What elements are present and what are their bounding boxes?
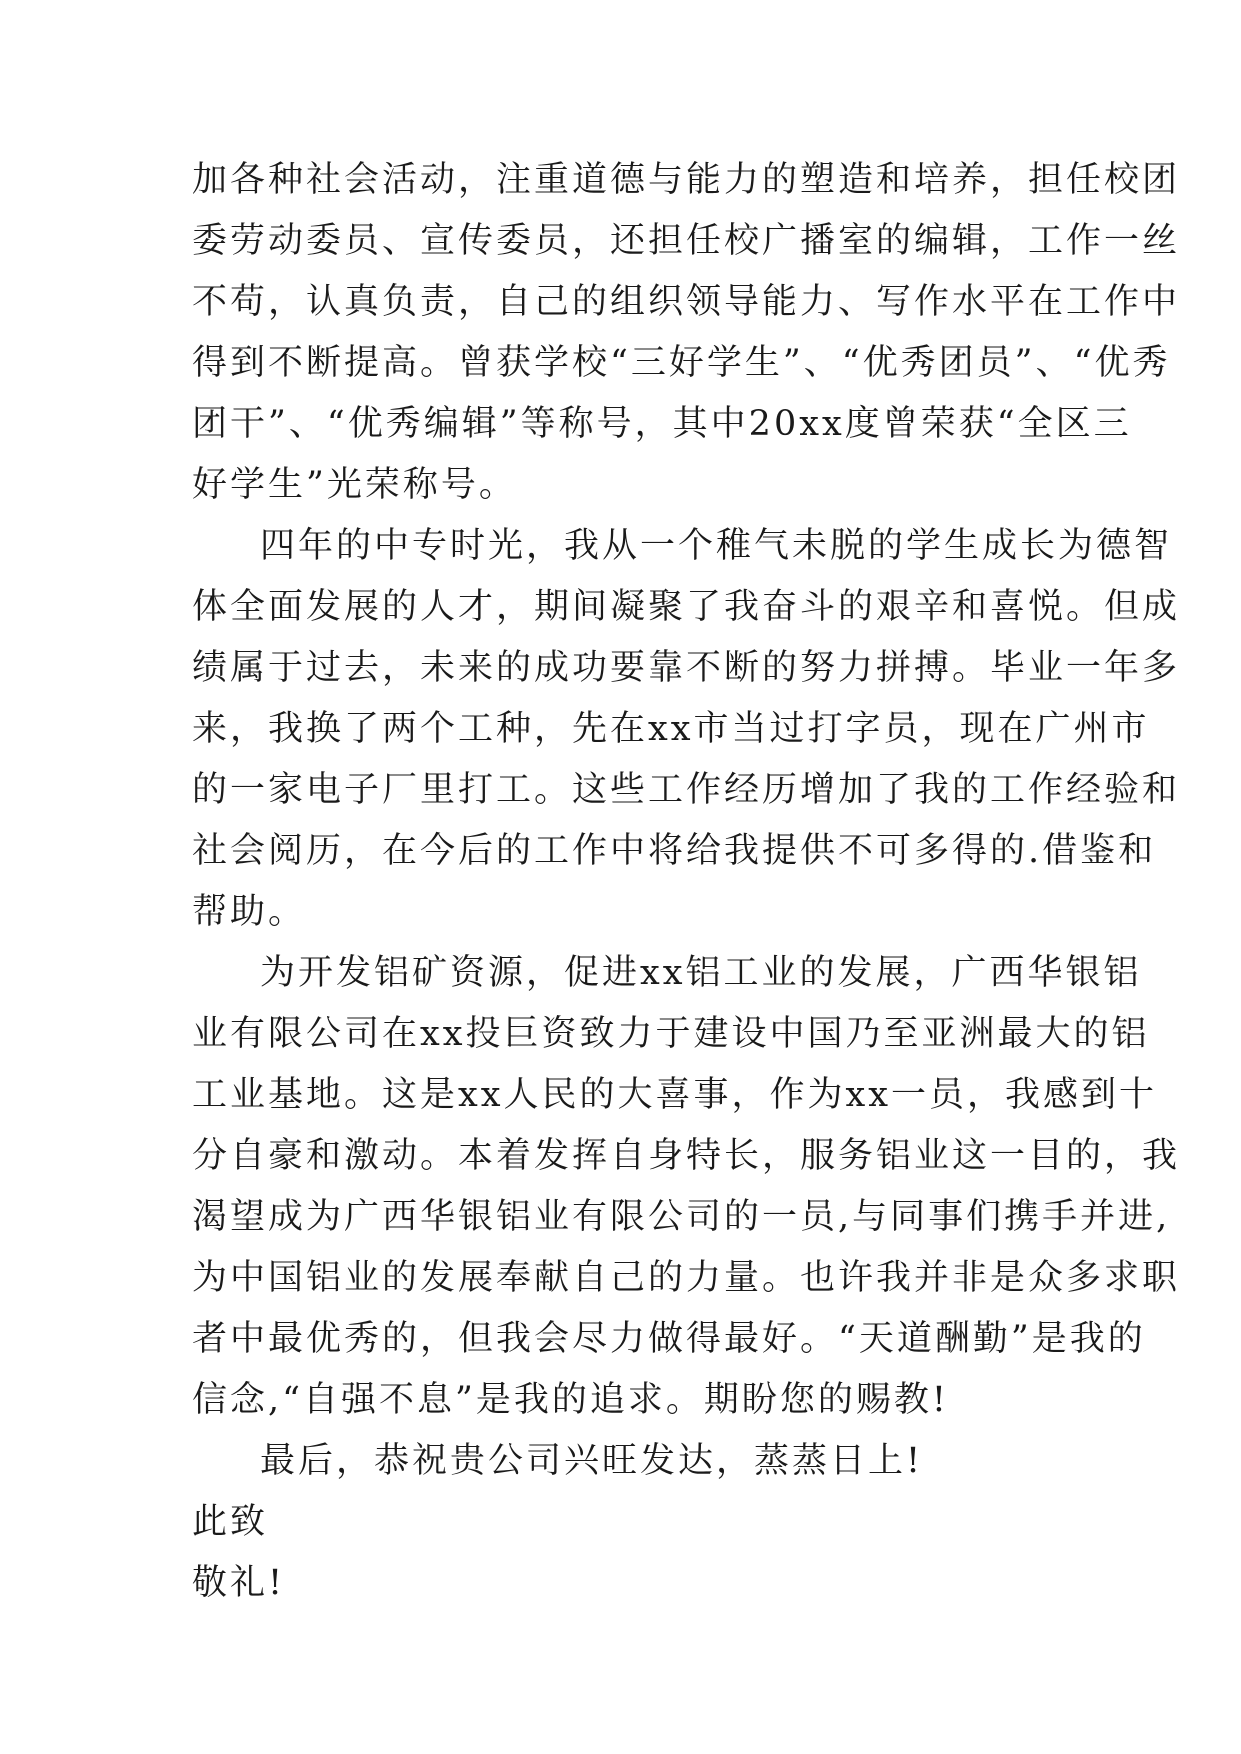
text-line: 帮助。 xyxy=(192,892,307,932)
text-line: 四年的中专时光，我从一个稚气未脱的学生成长为德智 xyxy=(260,526,1173,566)
text-line: 不苟，认真负责，自己的组织领导能力、写作水平在工作中 xyxy=(192,282,1181,322)
text-line: 敬礼! xyxy=(192,1563,286,1603)
text-line: 信念,“自强不息”是我的追求。期盼您的赐教! xyxy=(192,1380,949,1420)
paragraph-activities xyxy=(192,150,1181,516)
text-line: 社会阅历，在今后的工作中将给我提供不可多得的.借鉴和 xyxy=(192,831,1157,871)
text-line: 为中国铝业的发展奉献自己的力量。也许我并非是众多求职 xyxy=(192,1258,1181,1298)
text-line: 体全面发展的人才，期间凝聚了我奋斗的艰辛和喜悦。但成 xyxy=(192,587,1181,627)
text-line: 最后，恭祝贵公司兴旺发达，蒸蒸日上! xyxy=(260,1441,924,1481)
text-line: 业有限公司在xx投巨资致力于建设中国乃至亚洲最大的铝 xyxy=(192,1014,1150,1054)
text-line: 加各种社会活动，注重道德与能力的塑造和培养，担任校团 xyxy=(192,160,1181,200)
text-line: 的一家电子厂里打工。这些工作经历增加了我的工作经验和 xyxy=(192,770,1181,810)
text-line: 委劳动委员、宣传委员，还担任校广播室的编辑，工作一丝 xyxy=(192,221,1181,261)
text-line: 工业基地。这是xx人民的大喜事，作为xx一员，我感到十 xyxy=(192,1075,1157,1115)
paragraph-motivation xyxy=(192,943,1181,1431)
text-line: 渴望成为广西华银铝业有限公司的一员,与同事们携手并进, xyxy=(192,1197,1171,1237)
text-line: 团干”、“优秀编辑”等称号，其中20xx度曾荣获“全区三 xyxy=(192,404,1132,444)
text-line: 者中最优秀的，但我会尽力做得最好。“天道酬勤”是我的 xyxy=(192,1319,1146,1359)
text-line: 好学生”光荣称号。 xyxy=(192,465,517,505)
paragraph-experience xyxy=(192,516,1181,943)
paragraph-closing-wish xyxy=(192,1431,1050,1492)
salutation-jingli xyxy=(192,1553,1050,1614)
letter-body xyxy=(192,150,1181,1614)
text-line: 得到不断提高。曾获学校“三好学生”、“优秀团员”、“优秀 xyxy=(192,343,1171,383)
text-line: 绩属于过去，未来的成功要靠不断的努力拼搏。毕业一年多 xyxy=(192,648,1181,688)
text-line: 来，我换了两个工种，先在xx市当过打字员，现在广州市 xyxy=(192,709,1150,749)
salutation-cizhi xyxy=(192,1492,1050,1553)
text-line: 分自豪和激动。本着发挥自身特长，服务铝业这一目的，我 xyxy=(192,1136,1181,1176)
text-line: 此致 xyxy=(192,1502,269,1542)
text-line: 为开发铝矿资源，促进xx铝工业的发展，广西华银铝 xyxy=(260,953,1142,993)
